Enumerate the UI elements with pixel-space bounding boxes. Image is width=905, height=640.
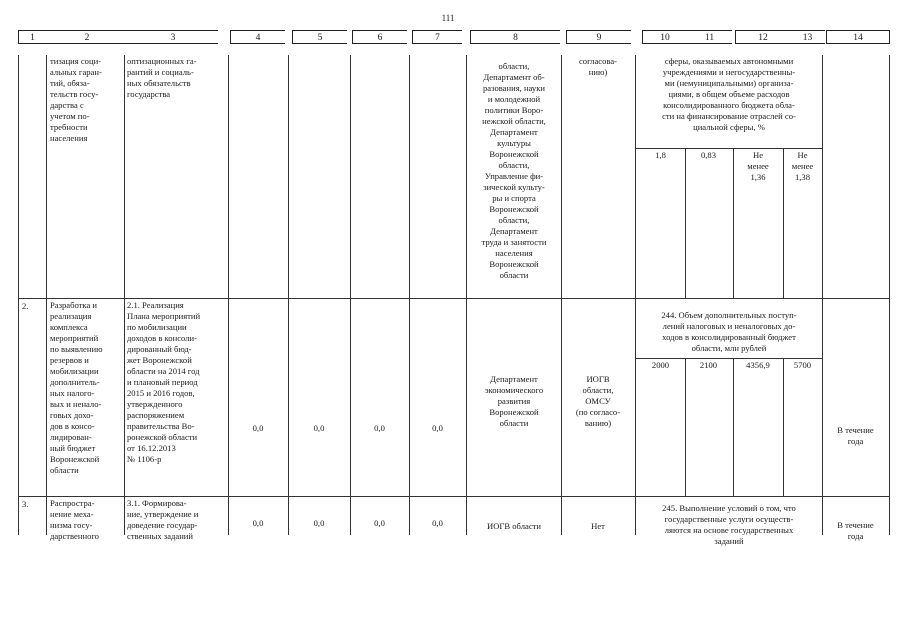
column-header: 1	[18, 30, 46, 44]
column-header: 7	[412, 30, 462, 44]
deadline: В течение года	[837, 520, 874, 541]
column-header: 10	[642, 30, 687, 44]
row-number: 2.	[22, 301, 29, 311]
activity-name: 2.1. Реализация Плана мероприятий по мобилизации доходов в консоли- дированный бюд- жет Воронежской области на 2014 год и плановый период 2015 и 2016 годов, утвержденного распоряжением правительства Во- ронежской области от 16.12.2013 № 1106-р	[127, 300, 201, 464]
indicator-value: 5700	[793, 360, 812, 370]
indicator-value: 0,83	[700, 150, 717, 160]
column-header: 2	[46, 30, 128, 44]
column-header: 5	[292, 30, 347, 44]
indicator-value: 2000	[651, 360, 670, 370]
indicator-value: 4356,9	[746, 360, 770, 370]
indicator-text: 245. Выполнение условий о том, что государственные услуги осуществ- ляются на основе государственных заданий	[662, 503, 796, 546]
indicator-value: 2100	[699, 360, 718, 370]
activity-name: 3.1. Формирова- ние, утверждение и доведение государ- ственных заданий	[127, 498, 199, 541]
measure-name: Распростра- нение меха- низма госу- дарственного	[50, 498, 99, 541]
indicator-text: 244. Объем дополнительных поступ- лений налоговых и неналоговых до- ходов в консолидированный бюджет области, млн рублей	[661, 310, 797, 353]
column-header: 13	[790, 30, 825, 44]
column-header: 6	[352, 30, 407, 44]
funding-value: 0,0	[252, 518, 264, 528]
funding-value: 0,0	[313, 518, 325, 528]
indicator-value: 1,8	[655, 150, 666, 160]
page-number: 111	[441, 13, 455, 23]
executor: Департамент экономического развития Воронежской области	[484, 374, 544, 428]
funding-value: 0,0	[313, 423, 325, 433]
funding-value: 0,0	[374, 423, 385, 433]
indicator-value: Не менее 1,38	[791, 150, 814, 182]
activity-name: оптизационных га- рантий и социаль- ных обязательств государства	[127, 56, 197, 99]
row-number: 3.	[22, 499, 29, 509]
funding-value: 0,0	[252, 423, 264, 433]
co-executor: согласова- нию)	[578, 56, 618, 77]
column-header: 9	[566, 30, 631, 44]
funding-value: 0,0	[432, 518, 443, 528]
funding-value: 0,0	[432, 423, 443, 433]
measure-name: тизация соци- альных гаран- тий, обяза- тельств госу- дарства с учетом по- требности населения	[50, 56, 102, 143]
column-header: 4	[230, 30, 285, 44]
co-executor: ИОГВ области, ОМСУ (по согласо- ванию)	[575, 374, 621, 428]
funding-value: 0,0	[374, 518, 385, 528]
column-header: 11	[687, 30, 732, 44]
deadline: В течение года	[837, 425, 874, 446]
column-header: 3	[128, 30, 218, 44]
executor: области, Департамент об- разования, науки и молодежной политики Воро- нежской области, Департамент культуры Воронежской области, Управление фи- зической культу- ры и спорта Воронежской области, Департамент труда и занятости населения Воронежской области	[481, 61, 547, 280]
indicator-text: сферы, оказываемых автономными учреждениями и негосударственны- ми (немуниципальными) организа- циями, в общем объеме расходов консолидированного бюджета обла- сти на финансирование отраслей со- циальной сферы, %	[662, 56, 796, 132]
indicator-value: Не менее 1,36	[747, 150, 769, 182]
column-header: 8	[470, 30, 560, 44]
column-header: 12	[735, 30, 790, 44]
co-executor: Нет	[591, 521, 605, 531]
measure-name: Разработка и реализация комплекса мероприятий по выявлению резервов и мобилизации дополнитель- ных налого- вых и ненало- говых дохо- дов в консо- лидирован- ный бюджет Воронежской области	[50, 300, 103, 475]
executor: ИОГВ области	[487, 521, 541, 531]
column-header: 14	[826, 30, 890, 44]
